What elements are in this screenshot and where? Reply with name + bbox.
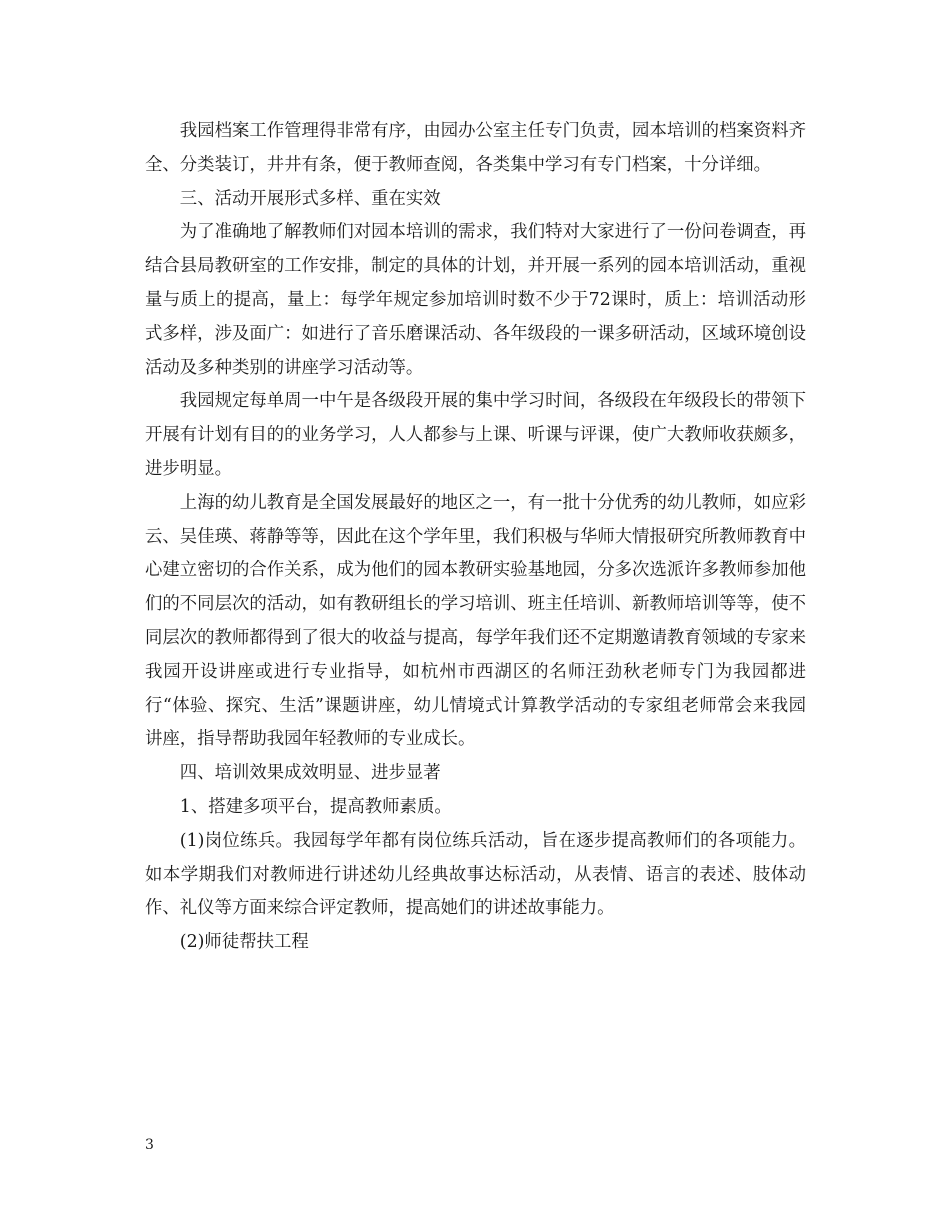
paragraph-weekly-study: 我园规定每单周一中午是各级段开展的集中学习时间，各级段在年级段长的带领下开展有计划有目的的业务学习，人人都参与上课、听课与评课，使广大教师收获颇多，进步明显。 [145, 391, 806, 479]
heading-section-three: 三、活动开展形式多样、重在实效 [179, 188, 441, 209]
paragraph-training-needs: 为了准确地了解教师们对园本培训的需求，我们特对大家进行了一份问卷调查，再结合县局教研室的工作安排，制定的具体的计划，并开展一系列的园本培训活动，重视量与质上的提高，量上：每学年规定参加培训时数不少于72课时，质上：培训活动形式多样，涉及面广：如进行了音乐磨课活动、各年级段的一课多研活动，区域环境创设活动及多种类别的讲座学习活动等。 [145, 222, 806, 378]
paragraph-archive-management: 我园档案工作管理得非常有序，由园办公室主任专门负责，园本培训的档案资料齐全、分类装订，井井有条，便于教师查阅，各类集中学习有专门档案，十分详细。 [145, 121, 806, 175]
subheading-platforms: 1、搭建多项平台，提高教师素质。 [179, 796, 452, 817]
page-number: 3 [145, 1137, 154, 1153]
paragraph-job-training: (1)岗位练兵。我园每学年都有岗位练兵活动，旨在逐步提高教师们的各项能力。如本学期我们对教师进行讲述幼儿经典故事达标活动，从表情、语言的表述、肢体动作、礼仪等方面来综合评定教师，提高她们的讲述故事能力。 [145, 830, 806, 919]
heading-section-four: 四、培训效果成效明显、进步显著 [179, 763, 441, 784]
paragraph-shanghai-cooperation: 上海的幼儿教育是全国发展最好的地区之一，有一批十分优秀的幼儿教师，如应彩云、吴佳瑛、蒋静等等，因此在这个学年里，我们积极与华师大情报研究所教师教育中心建立密切的合作关系，成为他们的园本教研实验基地园，分多次选派许多教师参加他们的不同层次的活动，如有教研组长的学习培训、班主任培训、新教师培训等等，使不同层次的教师都得到了很大的收益与提高，每学年我们还不定期邀请教育领域的专家来我园开设讲座或进行专业指导，如杭州市西湖区的名师汪劲秋老师专门为我园都进行“体验、探究、生活”课题讲座，幼儿情境式计算教学活动的专家组老师常会来我园讲座，指导帮助我园年轻教师的专业成长。 [145, 492, 806, 750]
document-body [145, 115, 806, 960]
subheading-mentorship: (2)师徒帮扶工程 [179, 932, 309, 953]
